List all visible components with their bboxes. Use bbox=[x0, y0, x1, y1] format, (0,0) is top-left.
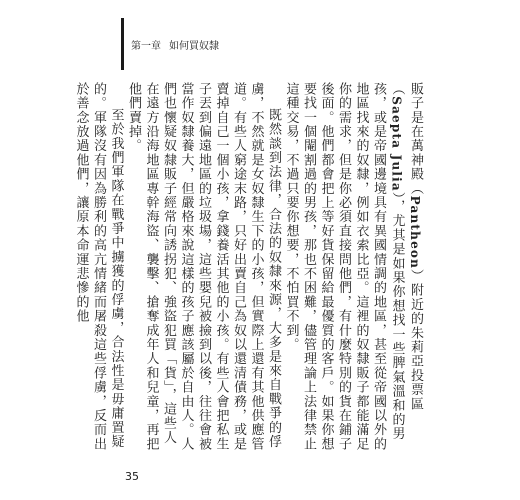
chapter-title: 如何買奴隸 bbox=[169, 41, 219, 52]
latin-term-saepta-julia: Saepta Julia bbox=[389, 96, 404, 192]
paragraph-1 bbox=[282, 82, 424, 454]
running-header bbox=[131, 37, 219, 52]
chapter-number: 第一章 bbox=[131, 41, 161, 52]
page-number: 35 bbox=[125, 470, 139, 483]
paragraph-2: 既然談到法律，合法的奴隸來源，大多是來自戰爭的俘虜，不然就是女奴隸生下的小孩，但實際上還有其他供應管道。有些人窮途末路，只好出賣自己為奴以還清債務，或是賣掉自己一個小孩，拿錢養活其他的小孩。有些人會把私生子丟到偏遠地區的垃圾場，這些嬰兒被撿到以後，往往會被當作奴隸養大，但嚴格來說這樣的孩子應該屬於自由人。人們也懷疑奴隸販子經常向誘拐犯、強盜犯買「貨」，這些人在遠方沿海地區專幹海盜、襲擊、搶奪成年人和兒童，再把他們賣掉。 bbox=[126, 82, 281, 452]
latin-term-pantheon: Pantheon bbox=[408, 195, 422, 270]
paragraph-1-text-a: 販子是在萬神殿（ bbox=[408, 82, 423, 196]
header-rule bbox=[121, 18, 124, 70]
paragraph-1-text-c: ），尤其是如果你想找一些脾氣溫和的男孩，或是帝國邊境具有異國情調的地區，甚至從帝國以外的地區找來的奴隸，例如衣索比亞。這裡的奴隸販子都能滿足你的需求，但是你必須直接問他們，有什麼特別的貨在鋪子後面。他們都會把上等好貨保留給最優質的客戶。如果你想要找一個閹割過的男孩，那也不困難，儘管理論上法律禁止這種交易，不過只要你想要，不怕買不到。 bbox=[283, 82, 405, 452]
paragraph-1-text-b: ）附近的朱莉亞投票區（ bbox=[389, 82, 423, 412]
paragraph-3: 至於我們軍隊在戰爭中擄獲的俘虜，合法性是毋庸置疑的。軍隊沒有因為勝利的高亢情緒而屠殺這些俘虜，反而出於善念放過他們，讓原本命運悲慘的他 bbox=[73, 82, 124, 452]
body-text bbox=[72, 82, 424, 454]
